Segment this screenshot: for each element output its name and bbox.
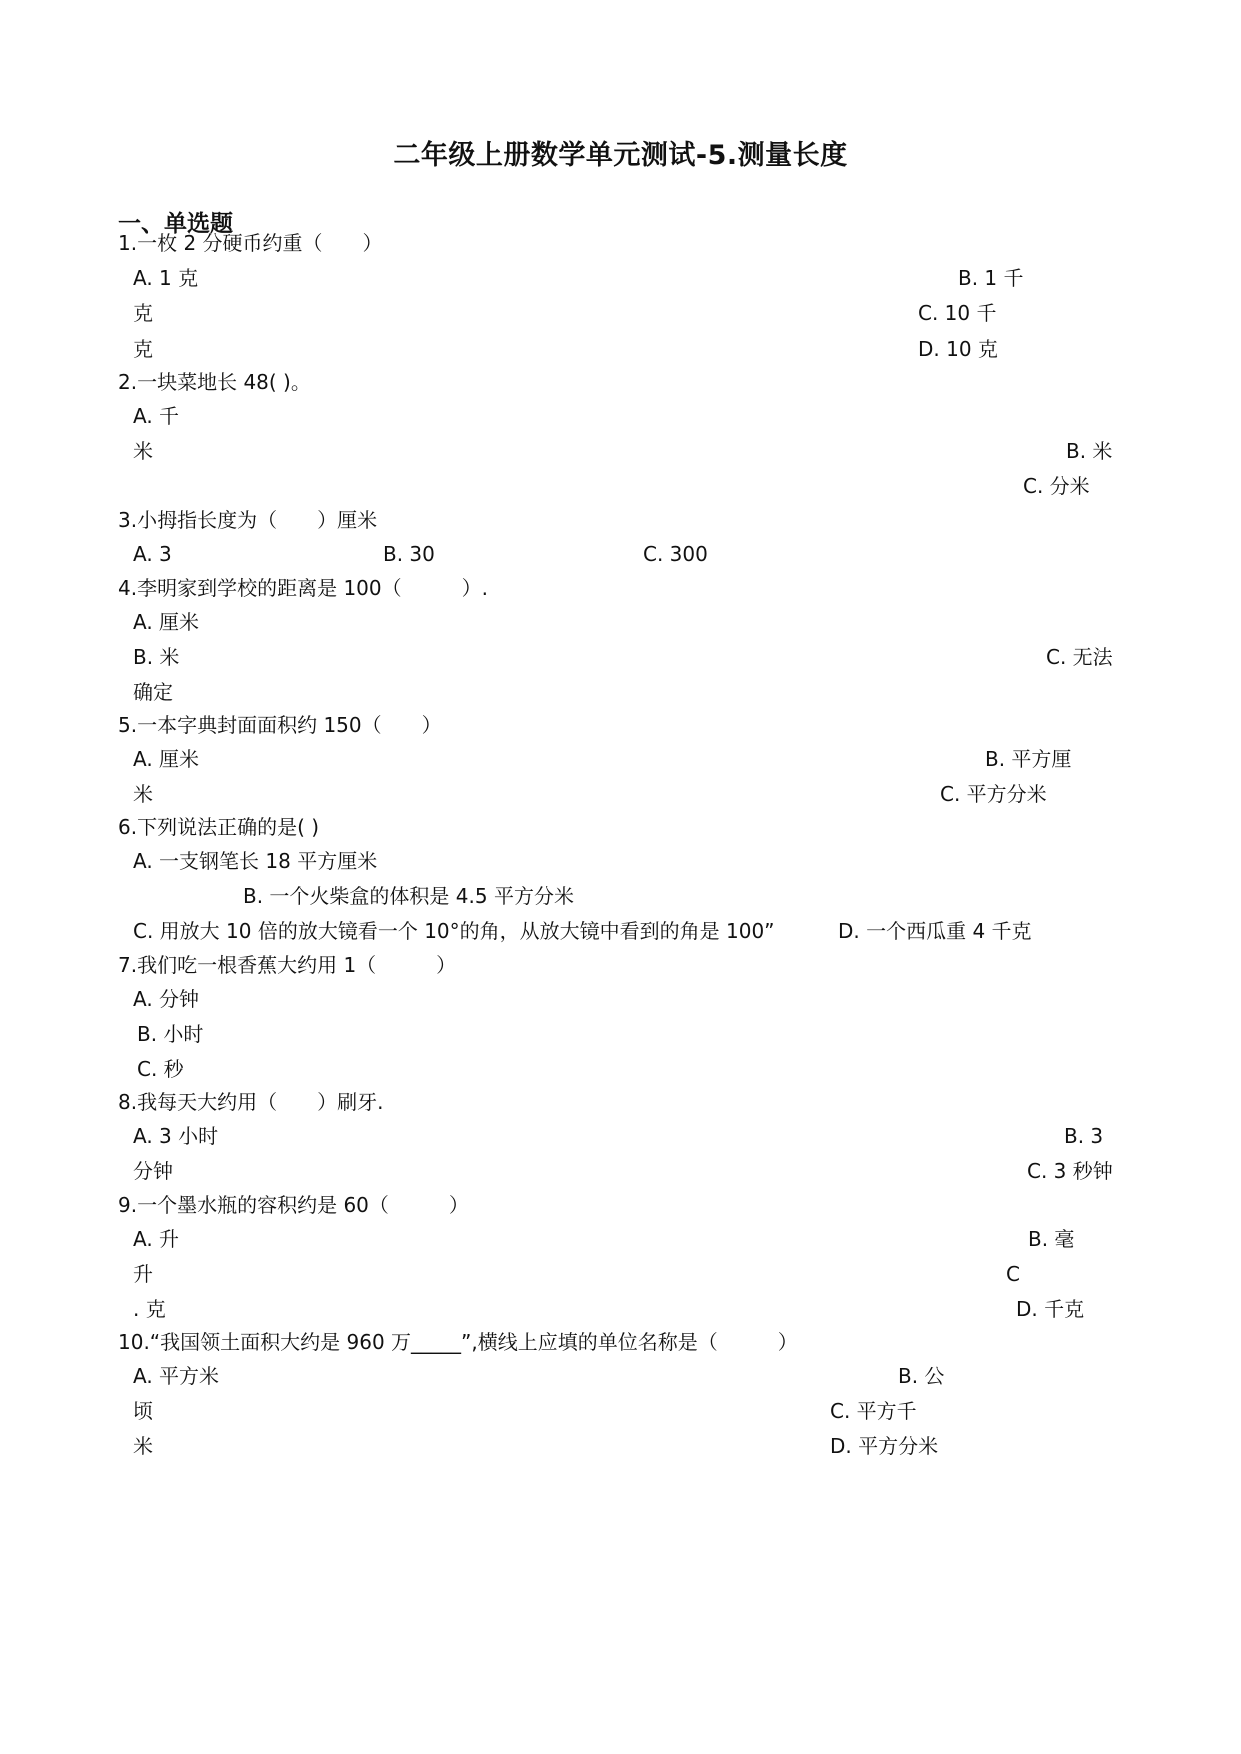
question-1-option-c-wrap: 克: [133, 337, 153, 361]
question-10-option-c-wrap: 米: [133, 1434, 153, 1458]
question-5-option-b-wrap: 米: [133, 782, 153, 806]
question-6-option-c[interactable]: C. 用放大 10 倍的放大镜看一个 10°的角，从放大镜中看到的角是 100”: [133, 919, 775, 943]
question-8-option-b-wrap: 分钟: [133, 1159, 173, 1183]
question-8-option-a[interactable]: A. 3 小时: [133, 1124, 219, 1148]
question-10-option-c[interactable]: C. 平方千: [830, 1399, 917, 1423]
question-5-option-a[interactable]: A. 厘米: [133, 747, 200, 771]
question-1-option-b-wrap: 克: [133, 301, 153, 325]
question-2-option-a[interactable]: A. 千: [133, 404, 180, 428]
question-10-option-b-wrap: 顷: [133, 1399, 153, 1423]
question-10-option-d[interactable]: D. 平方分米: [830, 1434, 939, 1458]
question-9-option-a[interactable]: A. 升: [133, 1227, 180, 1251]
question-4-option-a[interactable]: A. 厘米: [133, 610, 200, 634]
question-6-option-b[interactable]: B. 一个火柴盒的体积是 4.5 平方分米: [243, 884, 574, 908]
question-5-stem: 5.一本字典封面面积约 150（ ）: [118, 713, 442, 737]
question-4-option-c[interactable]: C. 无法: [1046, 645, 1113, 669]
question-8-option-b[interactable]: B. 3: [1064, 1124, 1104, 1148]
question-4-stem: 4.李明家到学校的距离是 100（ ）.: [118, 576, 488, 600]
question-7-option-c[interactable]: C. 秒: [137, 1057, 184, 1081]
question-2-option-b[interactable]: B. 米: [1066, 439, 1113, 463]
question-1-option-a[interactable]: A. 1 克: [133, 266, 199, 290]
question-2-stem: 2.一块菜地长 48( )。: [118, 370, 311, 394]
question-8-option-c[interactable]: C. 3 秒钟: [1027, 1159, 1113, 1183]
question-3-stem: 3.小拇指长度为（ ）厘米: [118, 508, 378, 532]
question-3-option-c[interactable]: C. 300: [643, 542, 708, 566]
question-1-option-b[interactable]: B. 1 千: [958, 266, 1024, 290]
question-9-option-c[interactable]: C: [1006, 1262, 1020, 1286]
question-5-option-b[interactable]: B. 平方厘: [985, 747, 1072, 771]
question-7-option-b[interactable]: B. 小时: [137, 1022, 204, 1046]
section-heading: 一、单选题: [118, 211, 233, 237]
question-2-option-c[interactable]: C. 分米: [1023, 474, 1090, 498]
question-7-option-a[interactable]: A. 分钟: [133, 987, 200, 1011]
question-6-option-a[interactable]: A. 一支钢笔长 18 平方厘米: [133, 849, 378, 873]
question-5-option-c[interactable]: C. 平方分米: [940, 782, 1047, 806]
question-1-option-d[interactable]: D. 10 克: [918, 337, 998, 361]
question-3-option-a[interactable]: A. 3: [133, 542, 172, 566]
question-9-option-b-wrap: 升: [133, 1262, 153, 1286]
question-9-stem: 9.一个墨水瓶的容积约是 60（ ）: [118, 1193, 469, 1217]
question-6-option-d[interactable]: D. 一个西瓜重 4 千克: [838, 919, 1032, 943]
question-10-option-b[interactable]: B. 公: [898, 1364, 945, 1388]
question-4-option-c-wrap: 确定: [133, 680, 173, 704]
question-4-option-b[interactable]: B. 米: [133, 645, 180, 669]
question-1-option-c[interactable]: C. 10 千: [918, 301, 997, 325]
question-3-option-b[interactable]: B. 30: [383, 542, 435, 566]
question-10-option-a[interactable]: A. 平方米: [133, 1364, 220, 1388]
question-8-stem: 8.我每天大约用（ ）刷牙.: [118, 1090, 384, 1114]
question-10-stem: 10.“我国领土面积大约是 960 万_____”,横线上应填的单位名称是（ ）: [118, 1330, 798, 1354]
question-9-option-c-wrap: . 克: [133, 1297, 166, 1321]
question-7-stem: 7.我们吃一根香蕉大约用 1（ ）: [118, 953, 457, 977]
question-1-stem: 1.一枚 2 分硬币约重（ ）: [118, 231, 383, 255]
question-6-stem: 6.下列说法正确的是( ): [118, 815, 320, 839]
question-9-option-d[interactable]: D. 千克: [1016, 1297, 1085, 1321]
question-2-option-a-wrap: 米: [133, 439, 153, 463]
document-title: 二年级上册数学单元测试-5.测量长度: [393, 140, 848, 171]
question-9-option-b[interactable]: B. 毫: [1028, 1227, 1075, 1251]
